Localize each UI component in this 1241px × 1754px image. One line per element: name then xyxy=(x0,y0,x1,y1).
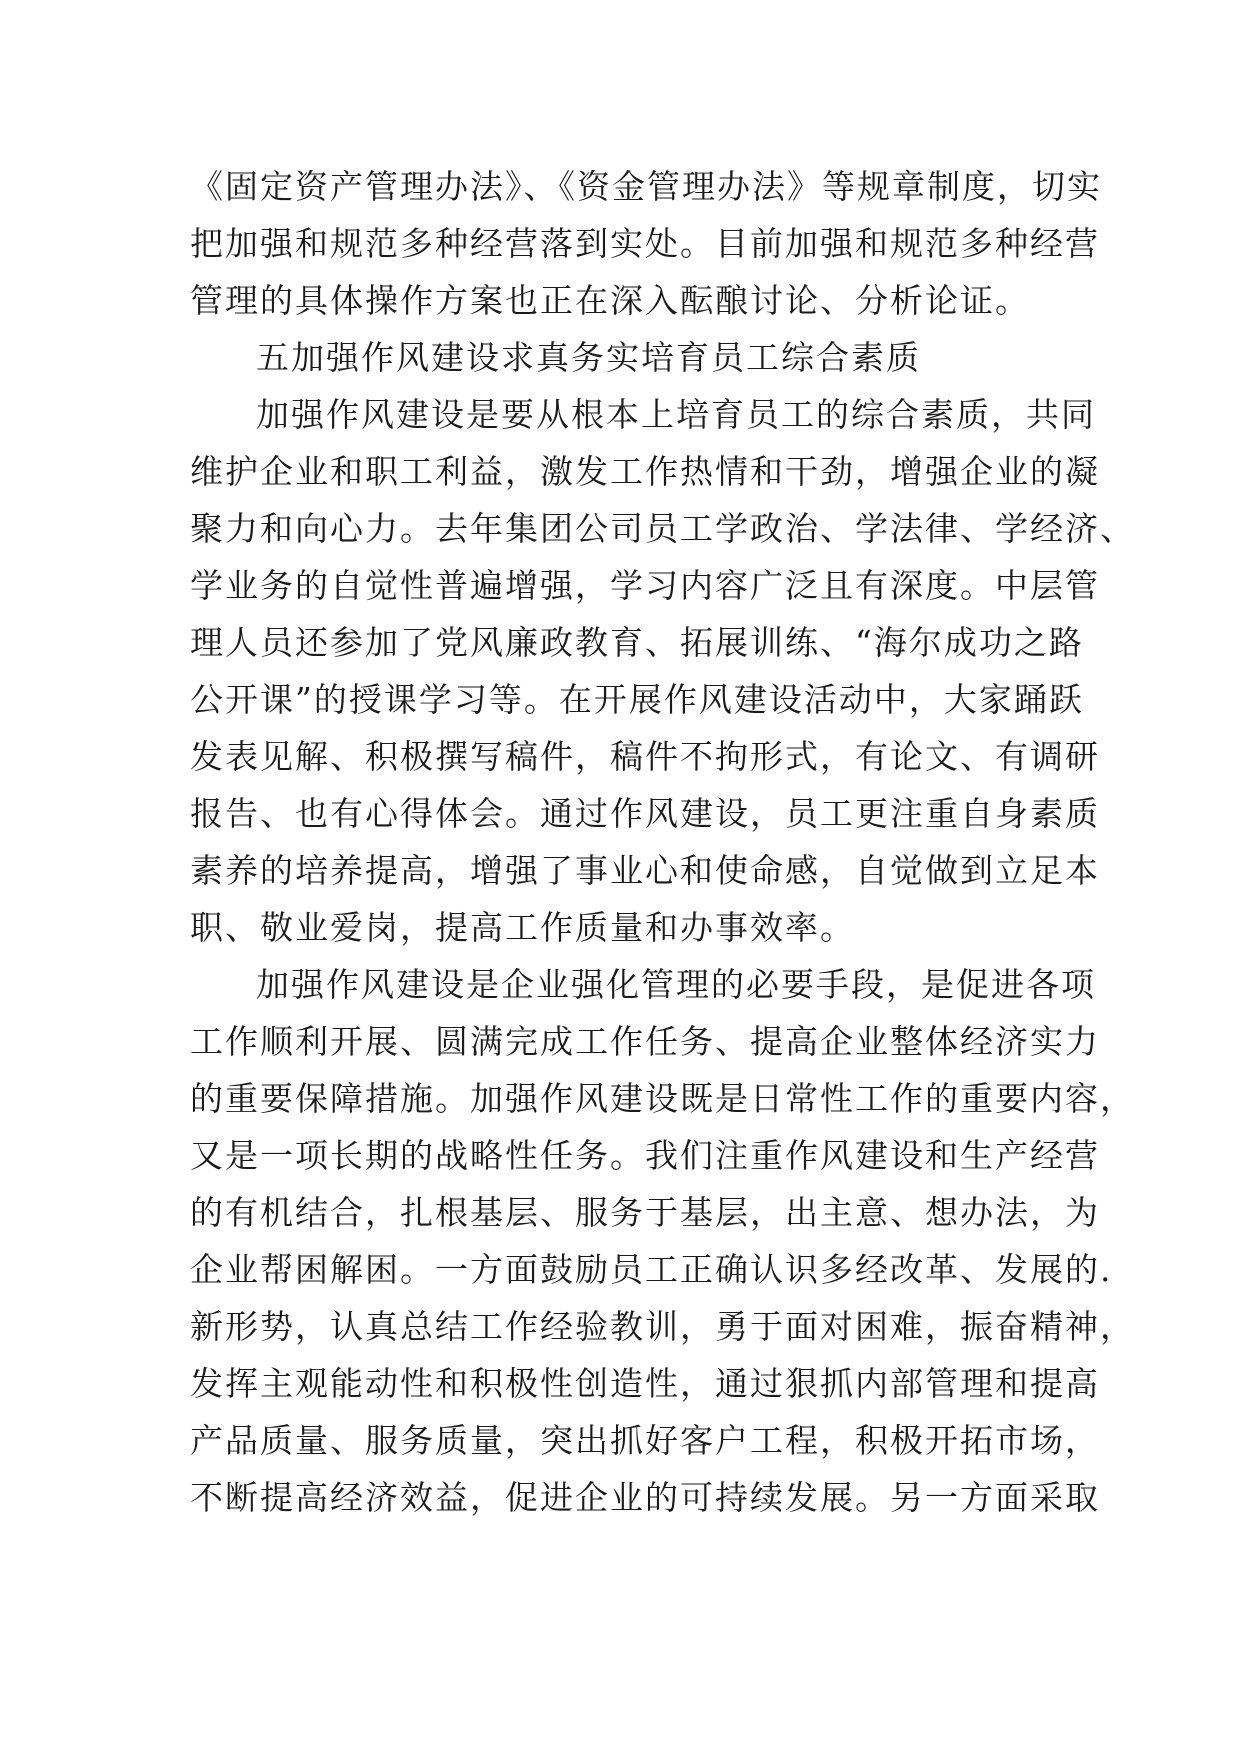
text-line: 管理的具体操作方案也正在深入酝酿讨论、分析论证。 xyxy=(190,281,1030,320)
section-heading: 五加强作风建设求真务实培育员工综合素质 xyxy=(256,338,921,377)
text-line: 企业帮困解困。一方面鼓励员工正确认识多经改革、发展的. xyxy=(190,1250,1113,1289)
text-line: 产品质量、服务质量，突出抓好客户工程，积极开拓市场， xyxy=(190,1421,1100,1460)
text-line: 理人员还参加了党风廉政教育、拓展训练、“海尔成功之路 xyxy=(190,623,1084,662)
text-line: 报告、也有心得体会。通过作风建设，员工更注重自身素质 xyxy=(190,794,1100,833)
text-line: 新形势，认真总结工作经验教训，勇于面对困难，振奋精神， xyxy=(190,1307,1135,1346)
text-line: 聚力和向心力。去年集团公司员工学政治、学法律、学经济、 xyxy=(190,509,1135,548)
text-line: 工作顺利开展、圆满完成工作任务、提高企业整体经济实力 xyxy=(190,1022,1100,1061)
text-line: 学业务的自觉性普遍增强，学习内容广泛且有深度。中层管 xyxy=(190,566,1100,605)
text-line: 《固定资产管理办法》、《资金管理办法》等规章制度，切实 xyxy=(190,167,1102,206)
body-text xyxy=(190,158,1135,1526)
text-line: 的有机结合，扎根基层、服务于基层，出主意、想办法，为 xyxy=(190,1193,1100,1232)
text-line: 把加强和规范多种经营落到实处。目前加强和规范多种经营 xyxy=(190,224,1100,263)
text-line: 的重要保障措施。加强作风建设既是日常性工作的重要内容， xyxy=(190,1079,1135,1118)
text-line: 加强作风建设是企业强化管理的必要手段，是促进各项 xyxy=(256,965,1096,1004)
text-line: 又是一项长期的战略性任务。我们注重作风建设和生产经营 xyxy=(190,1136,1100,1175)
text-line: 公开课”的授课学习等。在开展作风建设活动中，大家踊跃 xyxy=(190,680,1084,719)
text-line: 发挥主观能动性和积极性创造性，通过狠抓内部管理和提高 xyxy=(190,1364,1100,1403)
text-line: 维护企业和职工利益，激发工作热情和干劲，增强企业的凝 xyxy=(190,452,1100,491)
text-line: 加强作风建设是要从根本上培育员工的综合素质，共同 xyxy=(256,395,1096,434)
text-line: 职、敬业爱岗，提高工作质量和办事效率。 xyxy=(190,908,855,947)
text-line: 素养的培养提高，增强了事业心和使命感，自觉做到立足本 xyxy=(190,851,1100,890)
text-line: 不断提高经济效益，促进企业的可持续发展。另一方面采取 xyxy=(190,1478,1100,1517)
text-line: 发表见解、积极撰写稿件，稿件不拘形式，有论文、有调研 xyxy=(190,737,1100,776)
